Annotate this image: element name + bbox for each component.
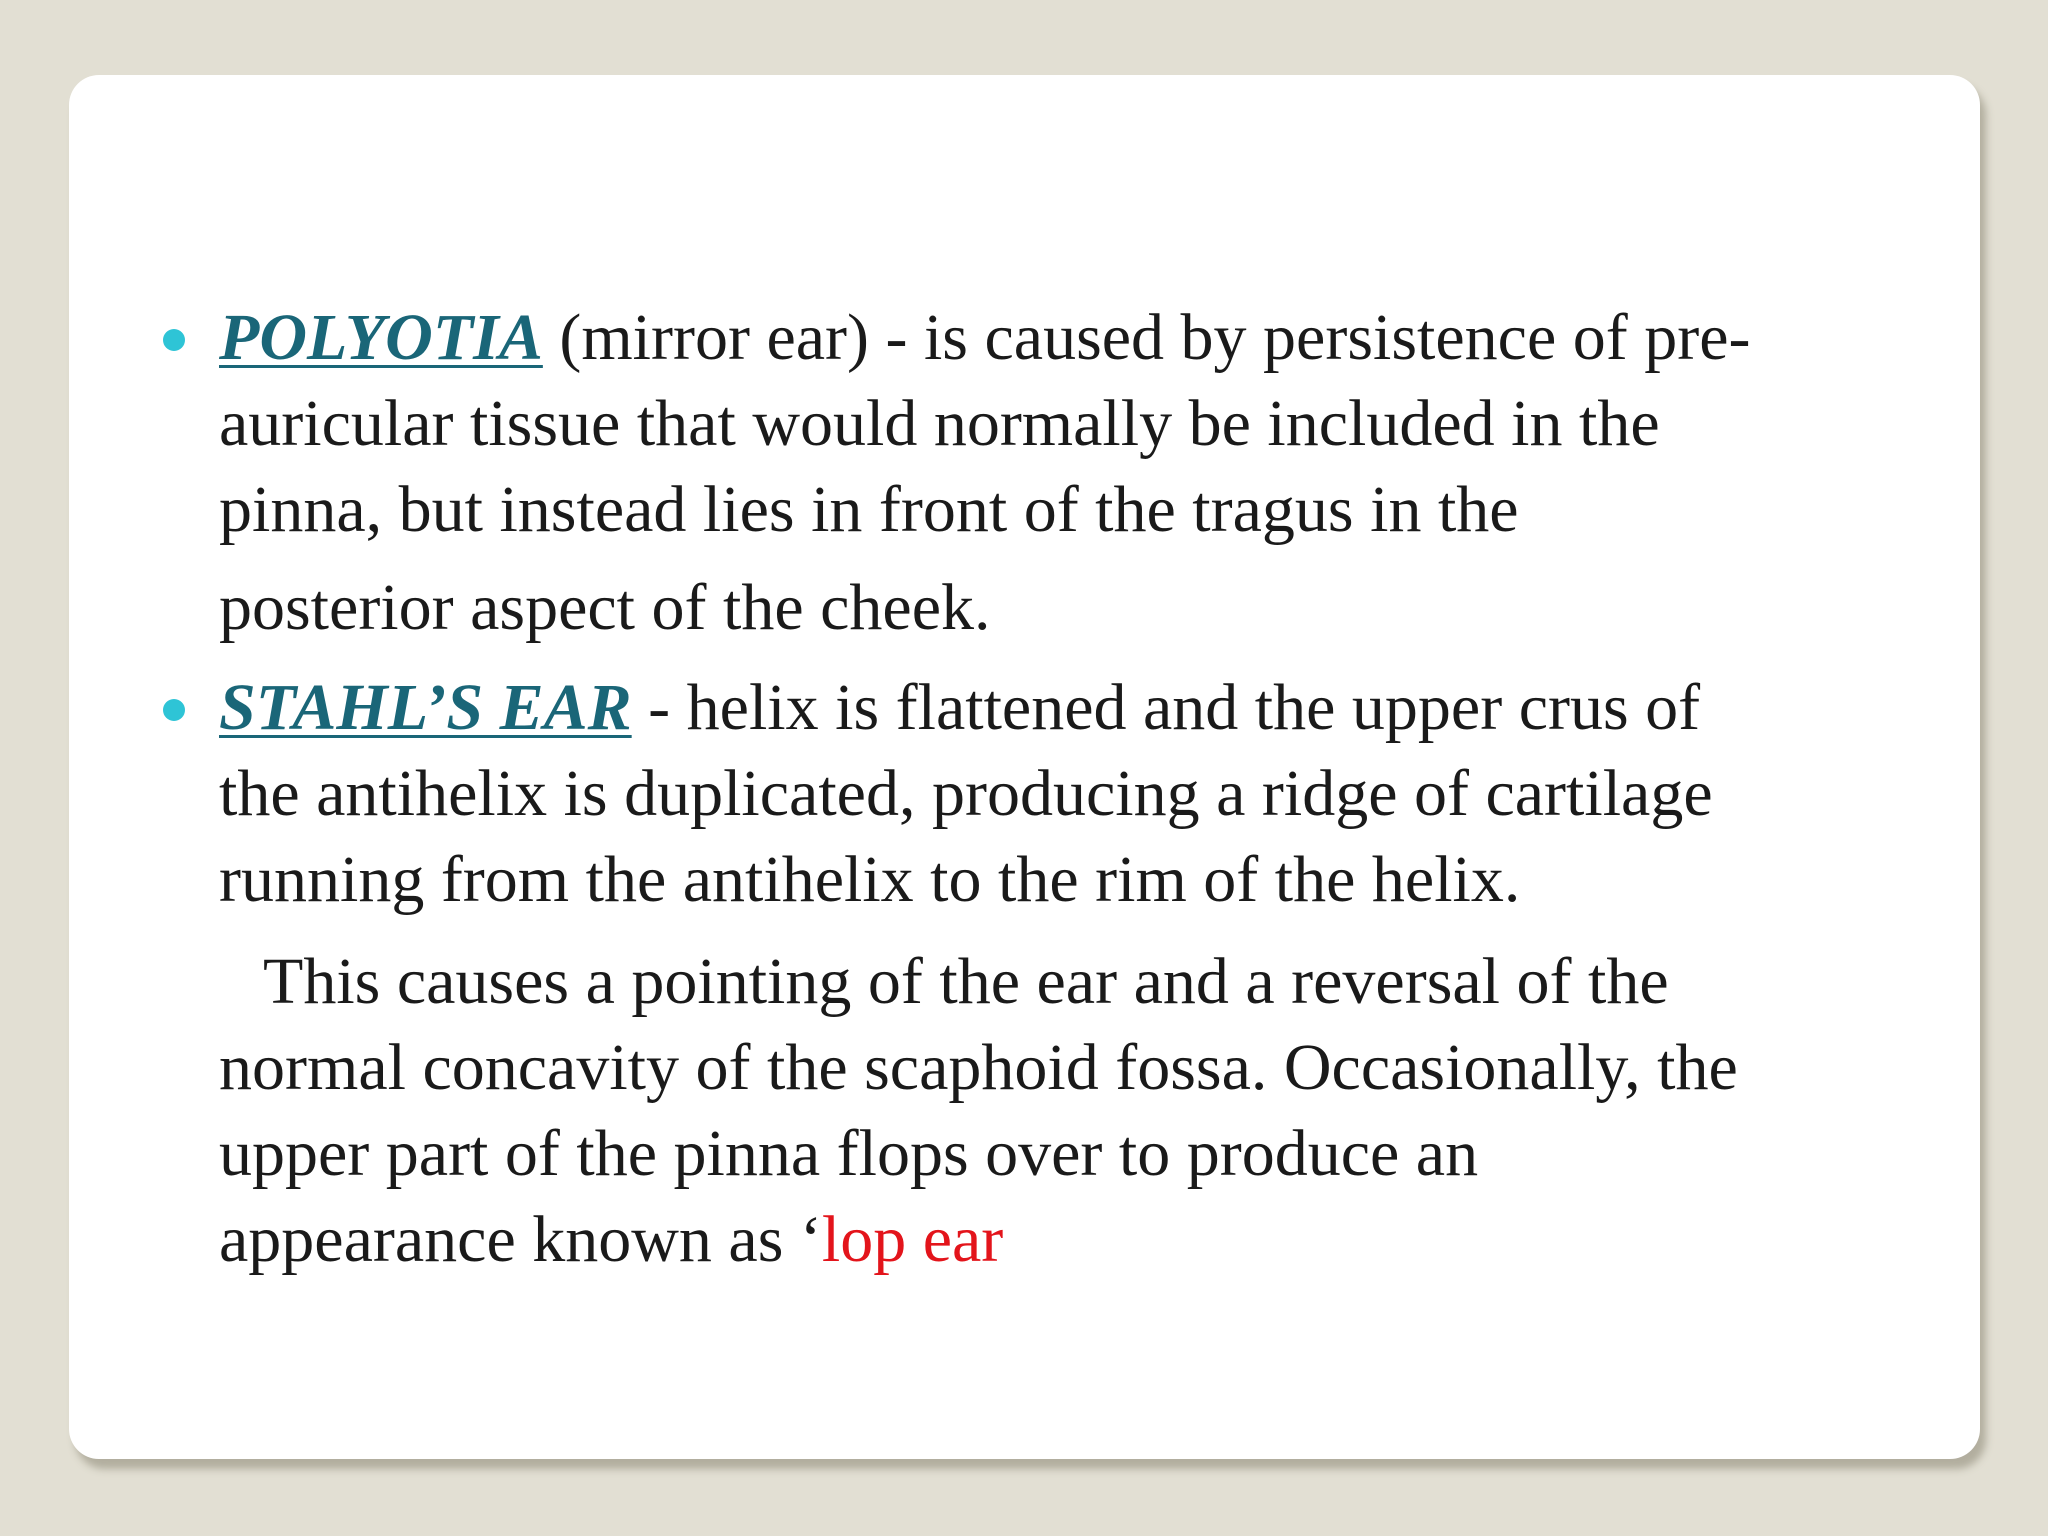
text-line: auricular tissue that would normally be included in the — [219, 387, 1660, 460]
text-line — [219, 665, 1979, 751]
text-line: This causes a pointing of the ear and a reversal of the — [263, 945, 1669, 1018]
text-fragment: - helix is flattened and the upper crus of — [631, 671, 1701, 744]
text-line: the antihelix is duplicated, producing a ridge of cartilage — [219, 757, 1713, 830]
text-line — [219, 1197, 1979, 1283]
text-line: normal concavity of the scaphoid fossa. Occasionally, the — [219, 1031, 1738, 1104]
term-polyotia: POLYOTIA — [219, 301, 543, 374]
bullet-polyotia — [219, 295, 1979, 651]
text-fragment: appearance known as ‘ — [219, 1203, 822, 1276]
text-line: running from the antihelix to the rim of the helix. — [219, 843, 1521, 916]
bullet-dot-icon — [163, 329, 185, 351]
highlight-lop-ear: lop ear — [821, 1203, 1004, 1276]
slide-content — [219, 295, 1979, 1283]
text-line: posterior aspect of the cheek. — [219, 571, 991, 644]
term-stahls-ear: STAHL’S EAR — [219, 671, 632, 744]
slide — [69, 75, 1980, 1459]
text-line: upper part of the pinna flops over to produce an — [219, 1117, 1479, 1190]
bullet-stahls-ear — [219, 665, 1979, 1283]
text-line: pinna, but instead lies in front of the tragus in the — [219, 473, 1519, 546]
bullet-dot-icon — [163, 699, 185, 721]
text-line — [219, 295, 1979, 381]
text-fragment: (mirror ear) - is caused by persistence of pre- — [542, 301, 1751, 374]
